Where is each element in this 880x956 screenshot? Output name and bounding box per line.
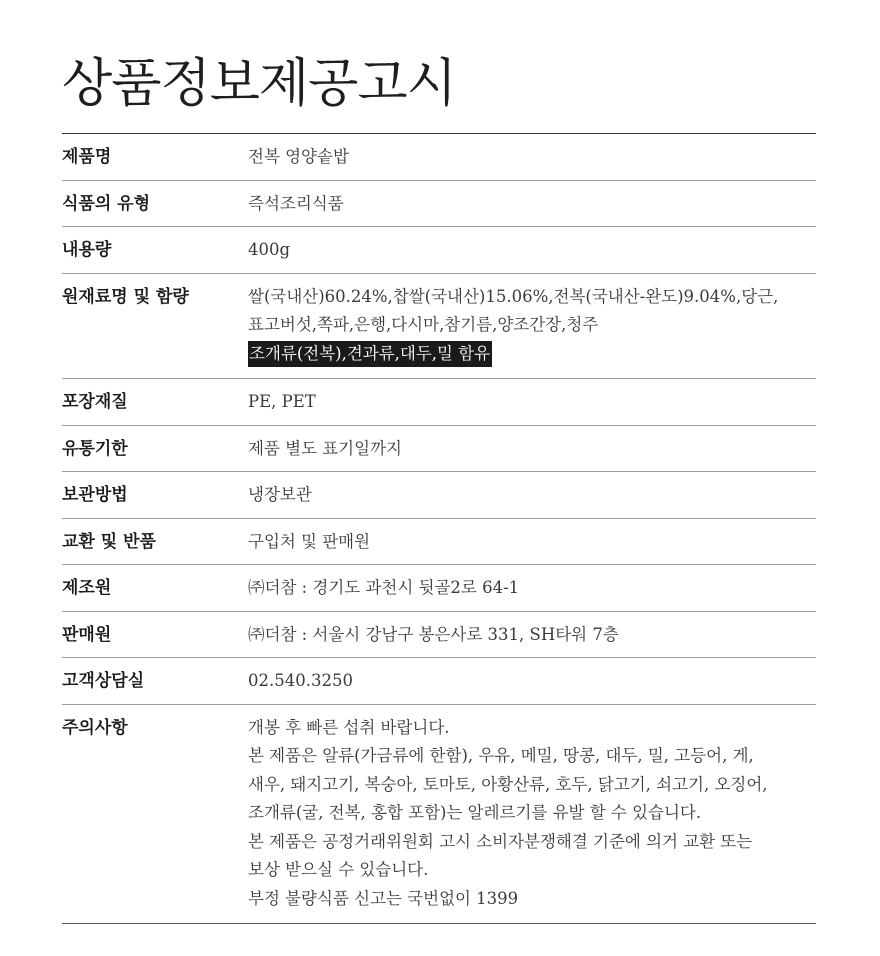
page-title: 상품정보제공고시 [62, 54, 456, 114]
value-line: 제품 별도 표기일까지 [248, 438, 402, 458]
row-value [248, 227, 816, 273]
table-row-precautions [62, 705, 816, 925]
value-line: 새우, 돼지고기, 복숭아, 토마토, 아황산류, 호두, 닭고기, 쇠고기, 오징어, [248, 774, 768, 794]
row-label: 제품명 [62, 147, 112, 167]
value-line: PE, PET [248, 392, 316, 411]
row-value [248, 519, 816, 565]
table-row-packaging [62, 379, 816, 426]
row-value [248, 658, 816, 704]
value-line: 조개류(굴, 전복, 홍합 포함)는 알레르기를 유발 할 수 있습니다. [248, 803, 702, 822]
value-line: 즉석조리식품 [248, 193, 344, 213]
row-label: 보관방법 [62, 485, 128, 505]
row-label: 원재료명 및 함량 [62, 286, 189, 307]
row-value [248, 274, 816, 379]
table-row-seller [62, 612, 816, 659]
row-value [248, 565, 816, 611]
row-value [248, 426, 816, 472]
table-row-storage [62, 472, 816, 519]
table-row-exchange-return [62, 519, 816, 566]
table-row-food-type [62, 181, 816, 228]
value-line: ㈜더참 : 경기도 과천시 뒷골2로 64-1 [248, 578, 520, 597]
row-value [248, 705, 816, 924]
row-label: 고객상담실 [62, 671, 145, 691]
row-label: 식품의 유형 [62, 193, 151, 214]
table-row-ingredients [62, 274, 816, 380]
row-label: 판매원 [62, 624, 112, 645]
value-line: 400g [248, 240, 291, 259]
value-line: 쌀(국내산)60.24%,찹쌀(국내산)15.06%,전복(국내산-완도)9.04%,당근, [248, 286, 779, 306]
value-line: 전복 영양솥밥 [248, 147, 349, 166]
row-value [248, 472, 816, 518]
table-row-expiry [62, 426, 816, 473]
value-line: 본 제품은 알류(가금류에 한함), 우유, 메밀, 땅콩, 대두, 밀, 고등어, 게, [248, 746, 754, 765]
value-line: 개봉 후 빠른 섭취 바랍니다. [248, 717, 450, 737]
row-label: 내용량 [62, 240, 112, 260]
row-label: 포장재질 [62, 392, 128, 412]
row-label: 주의사항 [62, 717, 128, 738]
value-line: 본 제품은 공정거래위원회 고시 소비자분쟁해결 기준에 의거 교환 또는 [248, 831, 753, 851]
allergen-highlight: 조개류(전복),견과류,대두,밀 함유 [248, 341, 492, 367]
table-row-product-name [62, 134, 816, 181]
table-row-manufacturer [62, 565, 816, 612]
row-label: 교환 및 반품 [62, 531, 156, 552]
table-row-customer-service [62, 658, 816, 705]
table-row-net-weight [62, 227, 816, 274]
row-label: 유통기한 [62, 438, 128, 459]
row-value [248, 612, 816, 658]
value-line: 02.540.3250 [248, 671, 353, 690]
value-line: 냉장보관 [248, 485, 312, 504]
row-value [248, 181, 816, 227]
value-line: 부정 불량식품 신고는 국번없이 1399 [248, 888, 519, 908]
value-line: ㈜더참 : 서울시 강남구 봉은사로 331, SH타워 7층 [248, 624, 619, 644]
row-label: 제조원 [62, 578, 112, 598]
row-value [248, 134, 816, 180]
row-value [248, 379, 816, 425]
value-line: 구입처 및 판매원 [248, 531, 371, 551]
product-info-table [62, 133, 816, 924]
value-line: 보상 받으실 수 있습니다. [248, 860, 429, 879]
value-line: 표고버섯,쪽파,은행,다시마,참기름,양조간장,청주 [248, 315, 599, 334]
